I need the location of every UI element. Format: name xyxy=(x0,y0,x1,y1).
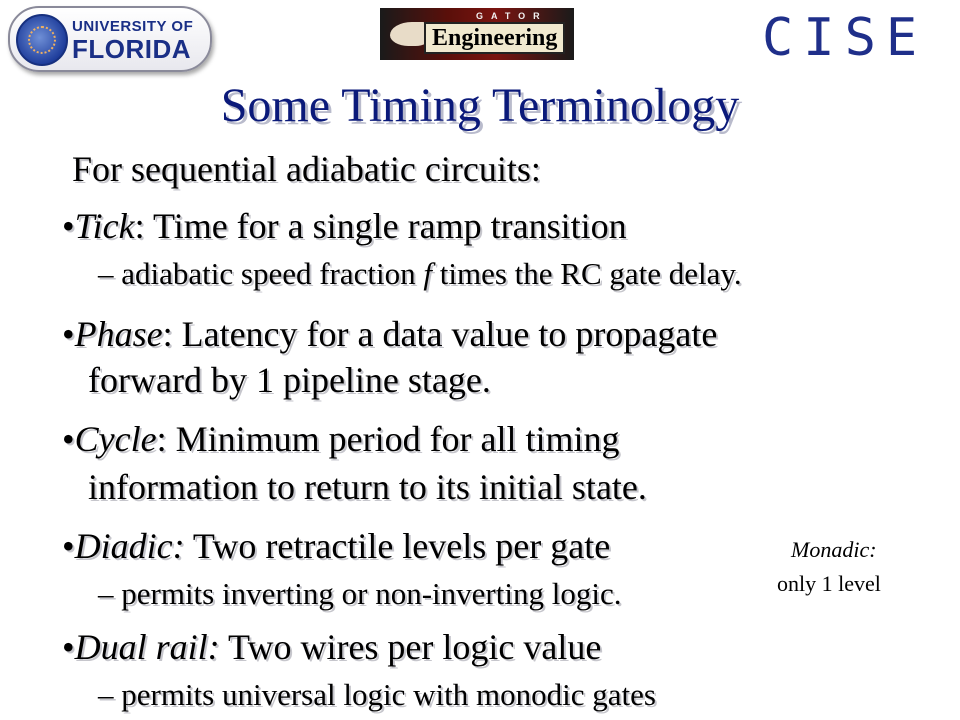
term-diadic: Diadic: xyxy=(74,526,185,566)
gator-engineering-logo xyxy=(380,8,574,60)
uf-logo-small-text: UNIVERSITY OF xyxy=(72,18,194,35)
bullet-glyph: • xyxy=(62,627,75,667)
bullet-glyph: • xyxy=(62,206,75,246)
bullet-dual-rail-text: Two wires per logic value xyxy=(219,627,602,667)
bullet-tick-text: Time for a single ramp transition xyxy=(144,206,627,246)
slide-title: Some Timing Terminology xyxy=(220,79,740,132)
bullet-dual-rail xyxy=(62,626,601,668)
sub-diadic-text: permits inverting or non-inverting logic. xyxy=(121,576,622,611)
uf-logo-big-text: FLORIDA xyxy=(72,34,192,64)
bullet-phase xyxy=(62,313,717,355)
bullet-diadic-text: Two retractile levels per gate xyxy=(184,526,611,566)
sub-bullet-dual-rail xyxy=(98,677,656,713)
dash-glyph: – xyxy=(98,677,122,712)
bullet-tick xyxy=(62,205,627,247)
sub-bullet-tick xyxy=(98,256,742,292)
cise-logo: CISE xyxy=(762,8,928,68)
bullet-glyph: • xyxy=(62,419,75,459)
uf-seal-icon xyxy=(16,14,68,66)
sub-bullet-diadic xyxy=(98,576,621,612)
bullet-diadic xyxy=(62,525,610,567)
bullet-glyph: • xyxy=(62,526,75,566)
side-note-term-text: Monadic: xyxy=(791,537,877,562)
side-note-term xyxy=(791,537,877,563)
dash-glyph: – xyxy=(98,576,122,611)
sub-tick-text-b: times the RC gate delay. xyxy=(431,256,742,291)
sub-dual-rail-text: permits universal logic with monodic gates xyxy=(121,677,656,712)
bullet-cycle xyxy=(62,418,620,460)
gator-logo-small-text: GATOR xyxy=(476,11,548,21)
bullet-cycle-text: Minimum period for all timing xyxy=(166,419,620,459)
bullet-cycle-cont: information to return to its initial state. xyxy=(88,467,647,507)
term-tick-sep: : xyxy=(134,206,145,246)
term-tick: Tick xyxy=(74,206,135,246)
term-phase-sep: : xyxy=(162,314,173,354)
side-note-text: only 1 level xyxy=(777,571,881,596)
sub-tick-f: f xyxy=(423,256,432,291)
term-cycle-sep: : xyxy=(156,419,167,459)
term-dual-rail: Dual rail: xyxy=(74,627,220,667)
bullet-phase-text: Latency for a data value to propagate xyxy=(172,314,718,354)
dash-glyph: – xyxy=(98,256,122,291)
sub-tick-text-a: adiabatic speed fraction xyxy=(121,256,424,291)
term-cycle: Cycle xyxy=(74,419,157,459)
intro-line: For sequential adiabatic circuits: xyxy=(72,149,541,189)
term-phase: Phase xyxy=(74,314,163,354)
bullet-phase-cont: forward by 1 pipeline stage. xyxy=(88,360,491,400)
engineering-logo-text: Engineering xyxy=(424,22,565,54)
bullet-glyph: • xyxy=(62,314,75,354)
uf-logo xyxy=(8,6,212,72)
